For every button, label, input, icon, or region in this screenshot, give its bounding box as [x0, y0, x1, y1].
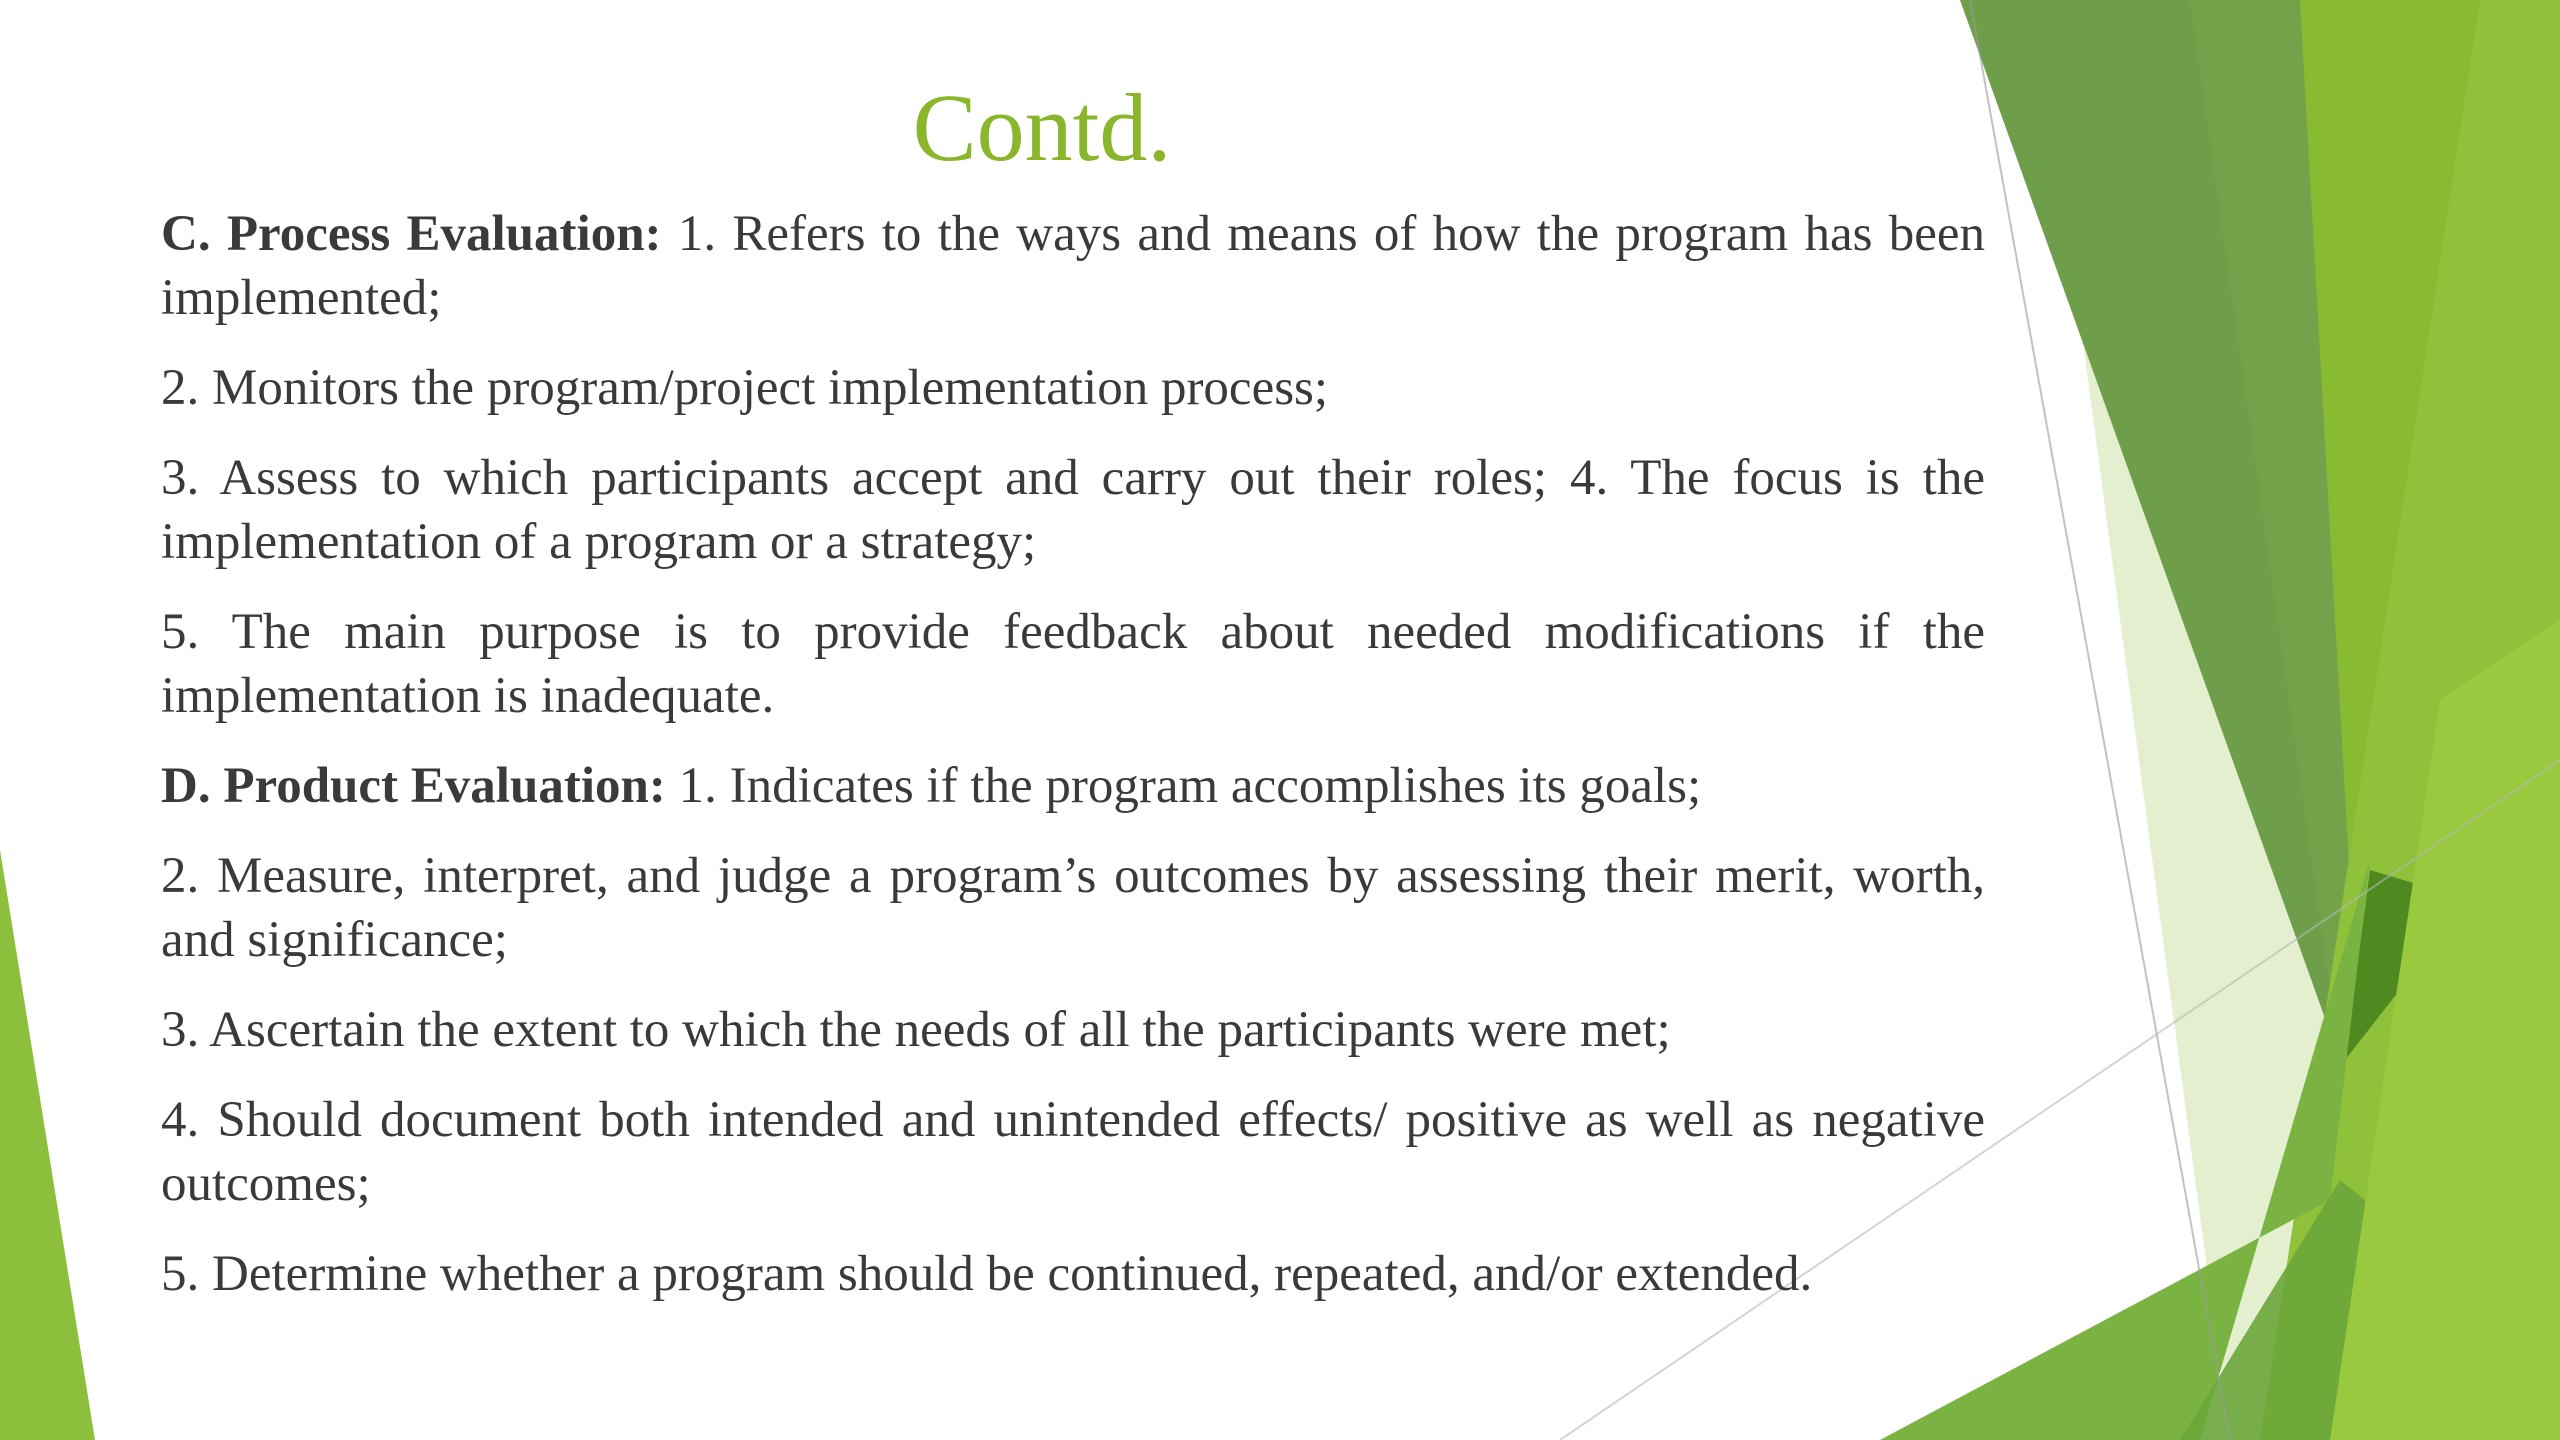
paragraph-process-5 [161, 600, 1985, 728]
paragraph-process-2 [161, 356, 1985, 420]
paragraph-text: 5. Determine whether a program should be continued, repeated, and/or extended. [161, 1246, 1813, 1302]
paragraph-product-4 [161, 1088, 1985, 1216]
paragraph-product-3 [161, 998, 1985, 1062]
paragraph-text: 3. Assess to which participants accept and carry out their roles; 4. The focus is the implementation of a program or a strategy; [161, 450, 1985, 570]
paragraph-process-3 [161, 446, 1985, 574]
slide-body [161, 202, 1985, 1332]
paragraph-process-1 [161, 202, 1985, 330]
paragraph-lead: C. Process Evaluation: [161, 206, 662, 262]
paragraph-text: 2. Measure, interpret, and judge a program’s outcomes by assessing their merit, worth, and significance; [161, 848, 1985, 968]
left-facet [0, 850, 95, 1440]
paragraph-text: 1. Refers to the ways and means of how the program has been implemented; [161, 206, 1985, 326]
paragraph-product-5 [161, 1242, 1985, 1306]
paragraph-text: 2. Monitors the program/project implementation process; [161, 360, 1329, 416]
paragraph-text: 3. Ascertain the extent to which the needs of all the participants were met; [161, 1002, 1671, 1058]
paragraph-lead: D. Product Evaluation: [161, 758, 666, 814]
paragraph-product-2 [161, 844, 1985, 972]
paragraph-text: 5. The main purpose is to provide feedback about needed modifications if the implementation is inadequate. [161, 604, 1985, 724]
slide-title: Contd. [912, 74, 1172, 181]
paragraph-text: 4. Should document both intended and unintended effects/ positive as well as negative outcomes; [161, 1092, 1985, 1212]
paragraph-text: 1. Indicates if the program accomplishes its goals; [665, 758, 1702, 814]
paragraph-product-1 [161, 754, 1985, 818]
